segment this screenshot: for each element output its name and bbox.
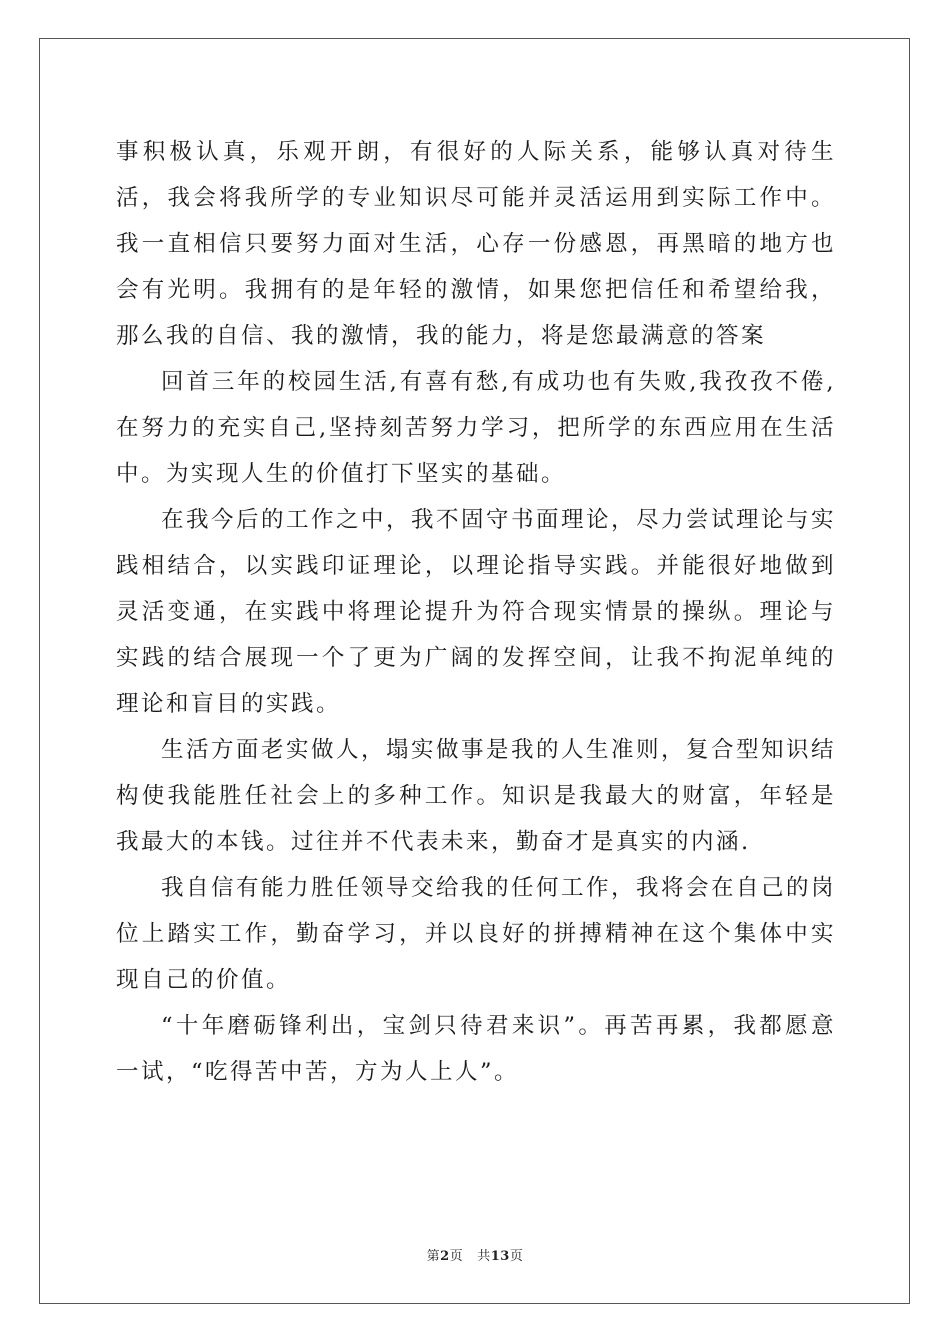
document-body bbox=[116, 129, 836, 1095]
total-pages: 13 bbox=[490, 1249, 510, 1264]
paragraph: 在我今后的工作之中，我不固守书面理论，尽力尝试理论与实践相结合，以实践印证理论，以理论指导实践。并能很好地做到灵活变通，在实践中将理论提升为符合现实情景的操纵。理论与实践的结合展现一个了更为广阔的发挥空间，让我不拘泥单纯的理论和盲目的实践。 bbox=[116, 507, 837, 717]
total-suffix: 页 bbox=[509, 1249, 524, 1264]
paragraph: 我自信有能力胜任领导交给我的任何工作，我将会在自己的岗位上踏实工作，勤奋学习，并以良好的拼搏精神在这个集体中实现自己的价值。 bbox=[116, 875, 837, 993]
paragraph: 生活方面老实做人，塌实做事是我的人生准则，复合型知识结构使我能胜任社会上的多种工作。知识是我最大的财富，年轻是我最大的本钱。过往并不代表未来，勤奋才是真实的内涵. bbox=[116, 737, 837, 855]
page-prefix: 第 bbox=[426, 1249, 441, 1264]
paragraph: 回首三年的校园生活,有喜有愁,有成功也有失败,我孜孜不倦,在努力的充实自己,坚持刻苦努力学习，把所学的东西应用在生活中。为实现人生的价值打下坚实的基础。 bbox=[116, 369, 836, 487]
page-number: 2 bbox=[440, 1249, 450, 1264]
total-prefix: 共 bbox=[477, 1249, 491, 1264]
paragraph: “十年磨砺锋利出，宝剑只待君来识”。再苦再累，我都愿意一试，“吃得苦中苦，方为人上人”。 bbox=[116, 1013, 836, 1085]
paragraph-continued: 事积极认真，乐观开朗，有很好的人际关系，能够认真对待生活，我会将我所学的专业知识尽可能并灵活运用到实际工作中。我一直相信只要努力面对生活，心存一份感恩，再黑暗的地方也会有光明。我拥有的是年轻的激情，如果您把信任和希望给我，那么我的自信、我的激情，我的能力，将是您最满意的答案 bbox=[116, 139, 836, 349]
page-suffix: 页 bbox=[449, 1249, 464, 1264]
page-footer bbox=[0, 1245, 950, 1264]
